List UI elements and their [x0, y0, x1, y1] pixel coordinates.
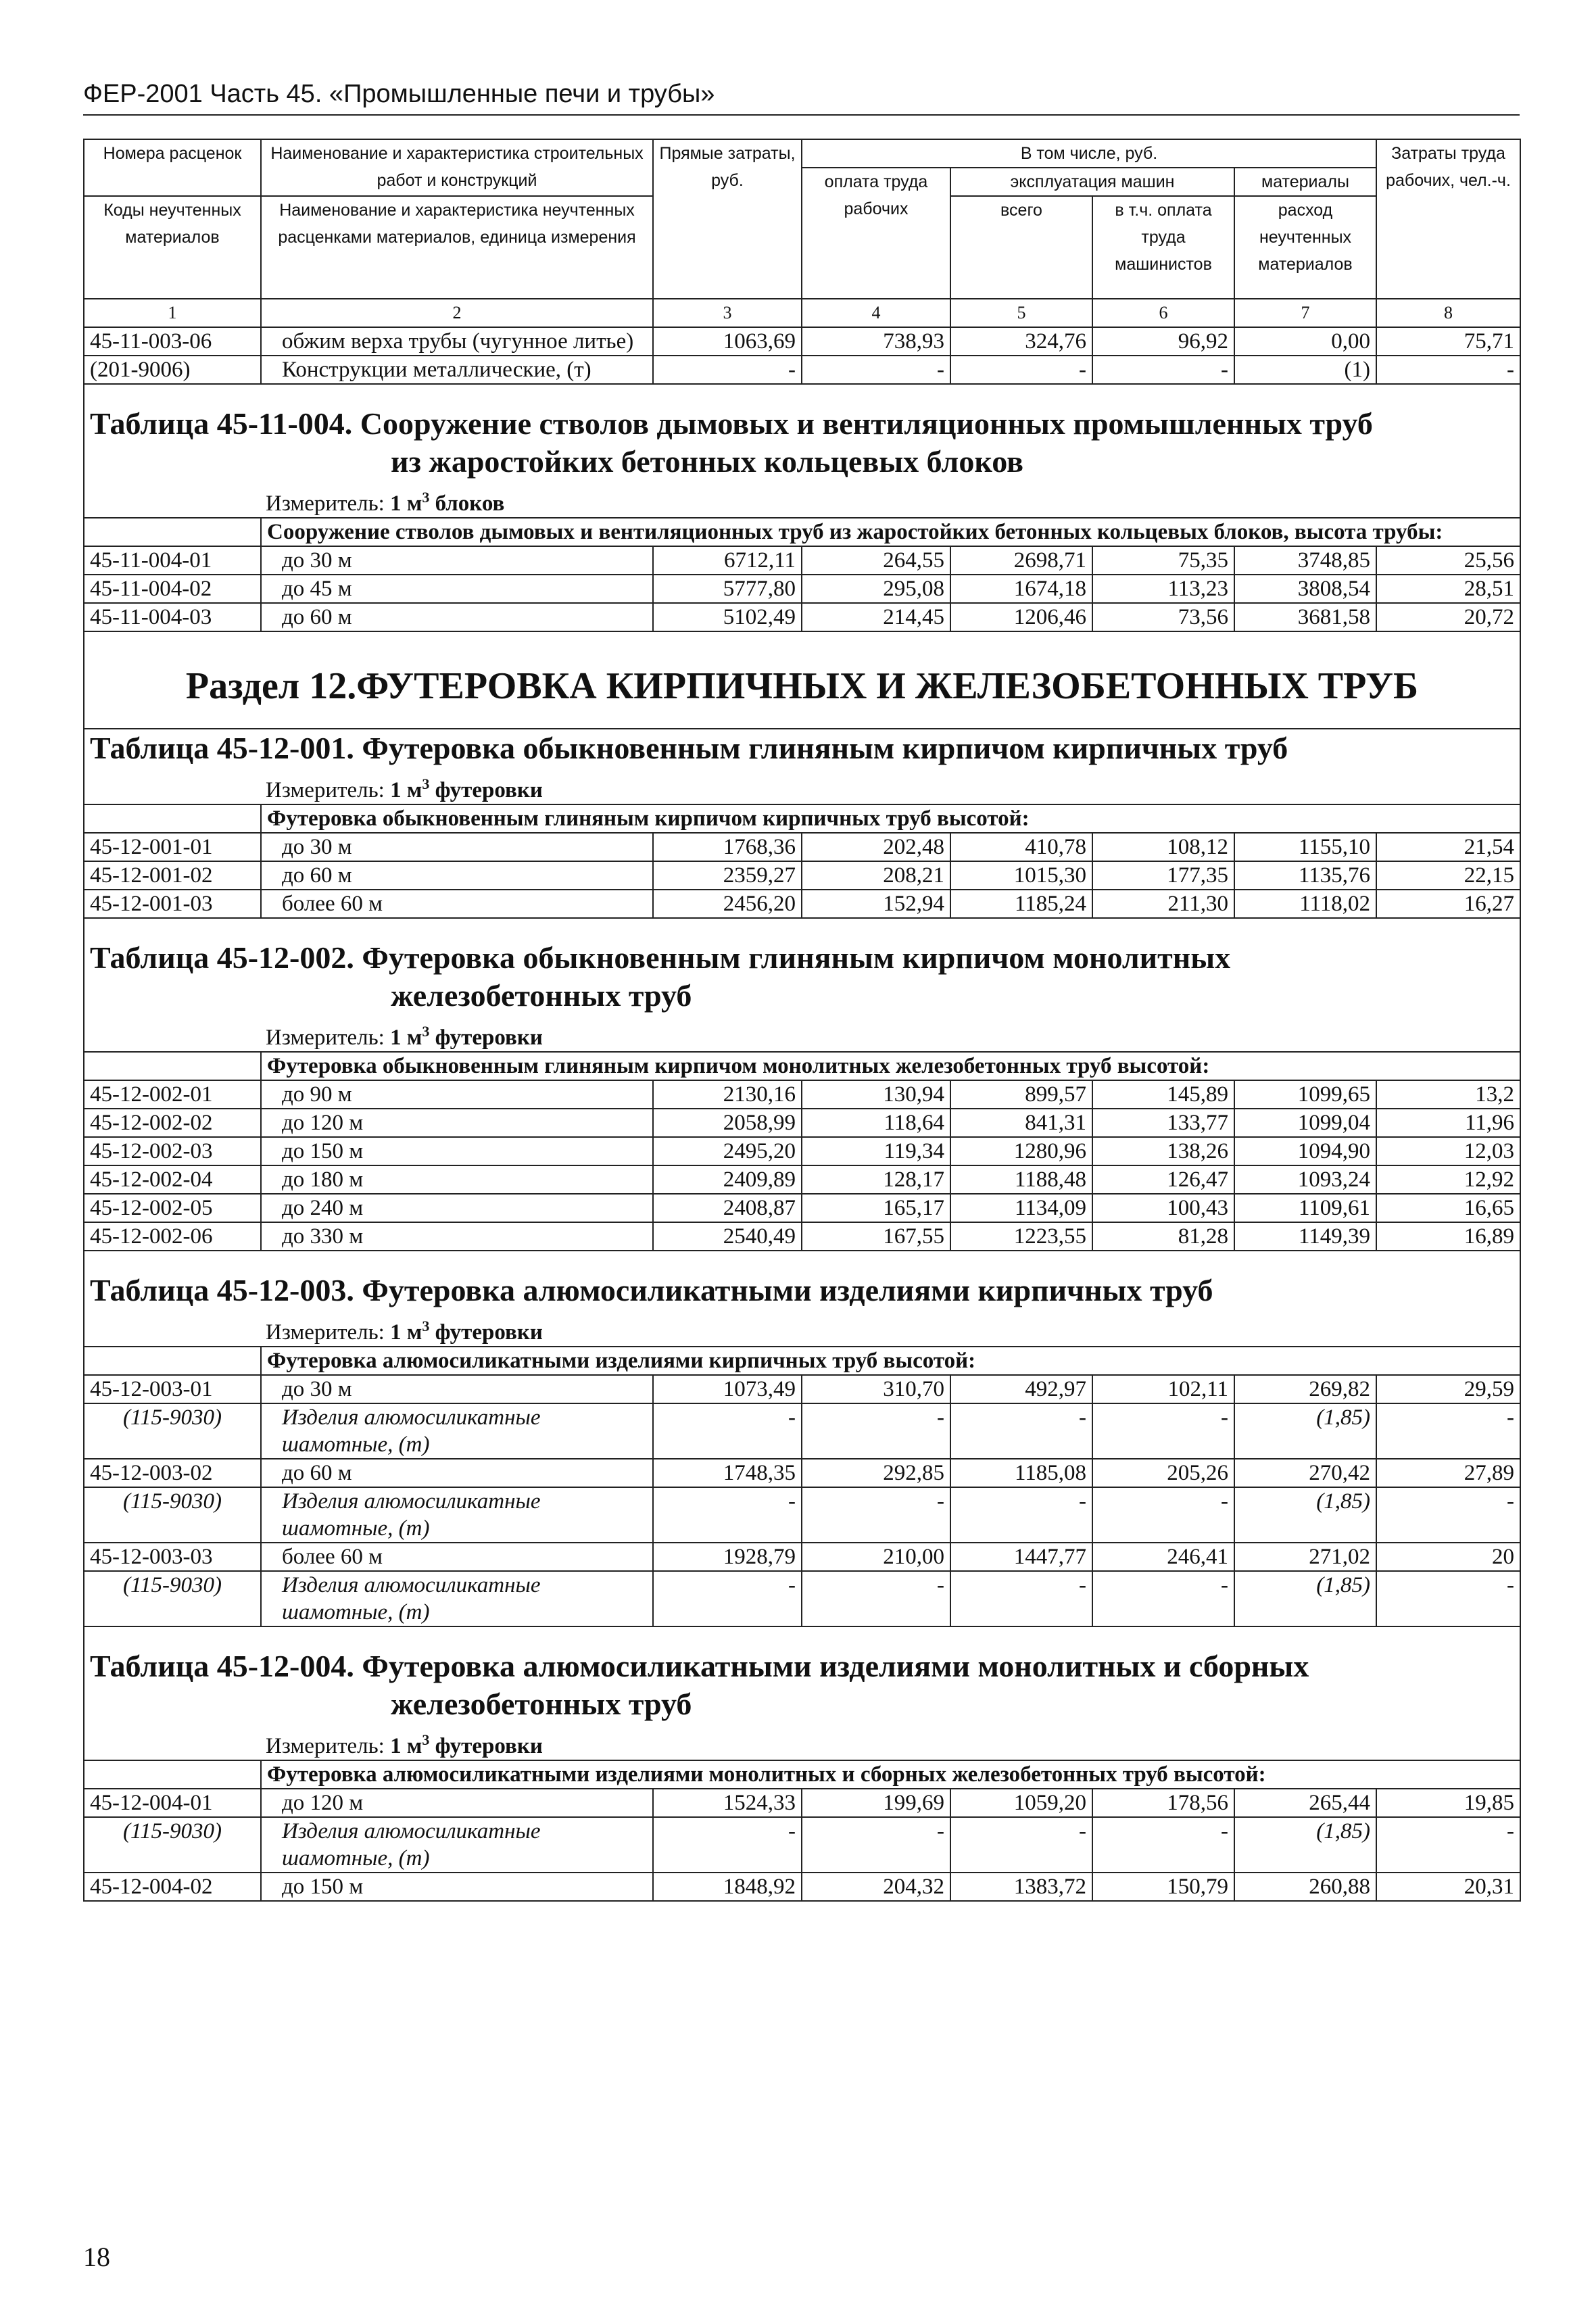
material-row — [84, 1403, 1520, 1459]
value-cell: 20,72 — [1376, 603, 1520, 631]
value-cell: 11,96 — [1376, 1109, 1520, 1137]
price-tables — [83, 139, 1520, 1902]
table-row — [84, 575, 1520, 603]
value-cell: (1,85) — [1234, 1487, 1376, 1543]
value-cell: 1109,61 — [1234, 1194, 1376, 1222]
column-numbers — [84, 299, 1520, 327]
table-row — [84, 1375, 1520, 1403]
work-name: обжим верха трубы (чугунное литье) — [261, 327, 653, 356]
rate-code: 45-12-002-05 — [84, 1194, 261, 1222]
value-cell: 202,48 — [802, 833, 950, 861]
value-cell: 1149,39 — [1234, 1222, 1376, 1251]
value-cell: 75,35 — [1092, 546, 1234, 575]
table-45-11-004 — [84, 384, 1520, 546]
table-row — [84, 356, 1520, 384]
table-45-12-004-rows — [84, 1789, 1520, 1901]
work-name: более 60 м — [261, 890, 653, 918]
col-number: 8 — [1376, 299, 1520, 327]
value-cell: 5777,80 — [653, 575, 802, 603]
table-row — [84, 603, 1520, 631]
value-cell: 1059,20 — [950, 1789, 1092, 1817]
value-cell: - — [950, 1487, 1092, 1543]
rates-table — [83, 139, 1521, 1902]
col-header-material-names: Наименование и характеристика неучтенных расценками материалов, единица измерения — [261, 196, 653, 299]
value-cell: 1185,24 — [950, 890, 1092, 918]
value-cell: 29,59 — [1376, 1375, 1520, 1403]
value-cell: 899,57 — [950, 1080, 1092, 1109]
work-name: Изделия алюмосиликатные шамотные, (т) — [261, 1817, 653, 1873]
rate-code: 45-12-002-04 — [84, 1165, 261, 1194]
value-cell: 214,45 — [802, 603, 950, 631]
value-cell: - — [1092, 356, 1234, 384]
value-cell: 138,26 — [1092, 1137, 1234, 1165]
col-header-worker-pay: оплата труда рабочих — [802, 168, 950, 299]
value-cell: 2495,20 — [653, 1137, 802, 1165]
value-cell: 100,43 — [1092, 1194, 1234, 1222]
table-title: Таблица 45-11-004. Сооружение стволов дымовых и вентиляционных промышленных труб из жаростойких бетонных кольцевых блоков — [90, 406, 1373, 479]
value-cell: 1099,04 — [1234, 1109, 1376, 1137]
value-cell: 1135,76 — [1234, 861, 1376, 890]
rate-code: 45-11-004-03 — [84, 603, 261, 631]
table-45-12-001-rows — [84, 833, 1520, 918]
work-name: Изделия алюмосиликатные шамотные, (т) — [261, 1487, 653, 1543]
value-cell: 177,35 — [1092, 861, 1234, 890]
value-cell: - — [653, 1817, 802, 1873]
value-cell: - — [1376, 1487, 1520, 1543]
value-cell: - — [802, 356, 950, 384]
value-cell: 1928,79 — [653, 1543, 802, 1571]
column-header — [84, 139, 1520, 299]
value-cell: 264,55 — [802, 546, 950, 575]
work-name: Изделия алюмосиликатные шамотные, (т) — [261, 1571, 653, 1626]
rate-code: 45-12-001-02 — [84, 861, 261, 890]
work-name: до 330 м — [261, 1222, 653, 1251]
col-number: 3 — [653, 299, 802, 327]
value-cell: 2456,20 — [653, 890, 802, 918]
value-cell: - — [653, 356, 802, 384]
value-cell: 265,44 — [1234, 1789, 1376, 1817]
value-cell: 1188,48 — [950, 1165, 1092, 1194]
work-name: до 60 м — [261, 603, 653, 631]
table-row — [84, 1194, 1520, 1222]
value-cell: 246,41 — [1092, 1543, 1234, 1571]
value-cell: 167,55 — [802, 1222, 950, 1251]
value-cell: 150,79 — [1092, 1873, 1234, 1901]
value-cell: 199,69 — [802, 1789, 950, 1817]
table-45-12-003 — [84, 1251, 1520, 1375]
value-cell: (1,85) — [1234, 1817, 1376, 1873]
col-number: 2 — [261, 299, 653, 327]
value-cell: 1768,36 — [653, 833, 802, 861]
work-name: до 150 м — [261, 1137, 653, 1165]
value-cell: 12,92 — [1376, 1165, 1520, 1194]
table-45-12-001 — [84, 729, 1520, 833]
work-name: до 150 м — [261, 1873, 653, 1901]
value-cell: 20,31 — [1376, 1873, 1520, 1901]
table-row — [84, 1222, 1520, 1251]
group-subheading: Футеровка алюмосиликатными изделиями кирпичных труб высотой: — [261, 1347, 1520, 1375]
rate-code: 45-12-002-06 — [84, 1222, 261, 1251]
value-cell: - — [1376, 356, 1520, 384]
value-cell: 270,42 — [1234, 1459, 1376, 1487]
value-cell: 1848,92 — [653, 1873, 802, 1901]
value-cell: - — [950, 1403, 1092, 1459]
value-cell: 1099,65 — [1234, 1080, 1376, 1109]
value-cell: 1185,08 — [950, 1459, 1092, 1487]
value-cell: 22,15 — [1376, 861, 1520, 890]
value-cell: 1524,33 — [653, 1789, 802, 1817]
value-cell: 204,32 — [802, 1873, 950, 1901]
work-name: до 60 м — [261, 861, 653, 890]
work-name: до 30 м — [261, 833, 653, 861]
table-45-11-004-rows — [84, 546, 1520, 631]
rate-code: 45-12-001-01 — [84, 833, 261, 861]
rate-code: 45-12-003-02 — [84, 1459, 261, 1487]
value-cell: - — [802, 1571, 950, 1626]
table-title: Таблица 45-12-002. Футеровка обыкновенным глиняным кирпичом монолитных железобетонных труб — [90, 940, 1231, 1013]
value-cell: 260,88 — [1234, 1873, 1376, 1901]
work-name: Конструкции металлические, (т) — [261, 356, 653, 384]
group-subheading: Футеровка алюмосиликатными изделиями монолитных и сборных железобетонных труб высотой: — [261, 1760, 1520, 1789]
value-cell: 12,03 — [1376, 1137, 1520, 1165]
col-header-rate-numbers: Номера расценок — [84, 139, 261, 196]
work-name: Изделия алюмосиликатные шамотные, (т) — [261, 1403, 653, 1459]
value-cell: 492,97 — [950, 1375, 1092, 1403]
value-cell: - — [1092, 1487, 1234, 1543]
value-cell: 1447,77 — [950, 1543, 1092, 1571]
col-header-labor-hours: Затраты труда рабочих, чел.-ч. — [1376, 139, 1520, 299]
work-name: до 60 м — [261, 1459, 653, 1487]
value-cell: 3808,54 — [1234, 575, 1376, 603]
measure-unit: Измеритель: 1 $м^3$ блоков — [266, 489, 505, 516]
value-cell: 75,71 — [1376, 327, 1520, 356]
rate-code: (115-9030) — [84, 1571, 261, 1626]
table-title: Таблица 45-12-001. Футеровка обыкновенным глиняным кирпичом кирпичных труб — [90, 731, 1288, 765]
page-header: ФЕР-2001 Часть 45. «Промышленные печи и трубы» — [83, 80, 1520, 116]
value-cell: 1383,72 — [950, 1873, 1092, 1901]
group-subheading: Футеровка обыкновенным глиняным кирпичом кирпичных труб высотой: — [261, 804, 1520, 833]
value-cell: 211,30 — [1092, 890, 1234, 918]
value-cell: - — [950, 356, 1092, 384]
value-cell: 19,85 — [1376, 1789, 1520, 1817]
value-cell: - — [950, 1817, 1092, 1873]
table-title: Таблица 45-12-003. Футеровка алюмосиликатными изделиями кирпичных труб — [90, 1273, 1213, 1307]
measure-unit: Измеритель: 1 $м^3$ футеровки — [266, 1731, 543, 1758]
group-subheading: Сооружение стволов дымовых и вентиляционных труб из жаростойких бетонных кольцевых блоков, высота трубы: — [261, 518, 1520, 546]
col-number: 7 — [1234, 299, 1376, 327]
table-row — [84, 1137, 1520, 1165]
group-subheading: Футеровка обыкновенным глиняным кирпичом монолитных железобетонных труб высотой: — [261, 1052, 1520, 1080]
measure-unit: Измеритель: 1 $м^3$ футеровки — [266, 1318, 543, 1345]
col-header-direct-costs: Прямые затраты, руб. — [653, 139, 802, 299]
value-cell: 1674,18 — [950, 575, 1092, 603]
value-cell: 1134,09 — [950, 1194, 1092, 1222]
value-cell: - — [802, 1403, 950, 1459]
value-cell: 2359,27 — [653, 861, 802, 890]
rate-code: (201-9006) — [84, 356, 261, 384]
rate-code: 45-12-001-03 — [84, 890, 261, 918]
value-cell: 2130,16 — [653, 1080, 802, 1109]
rate-code: (115-9030) — [84, 1403, 261, 1459]
value-cell: 1206,46 — [950, 603, 1092, 631]
value-cell: 1223,55 — [950, 1222, 1092, 1251]
table-45-12-002-rows — [84, 1080, 1520, 1251]
value-cell: - — [1376, 1403, 1520, 1459]
value-cell: 841,31 — [950, 1109, 1092, 1137]
value-cell: 2408,87 — [653, 1194, 802, 1222]
value-cell: 0,00 — [1234, 327, 1376, 356]
rate-code: 45-11-004-02 — [84, 575, 261, 603]
table-row — [84, 1873, 1520, 1901]
value-cell: 20 — [1376, 1543, 1520, 1571]
value-cell: 1280,96 — [950, 1137, 1092, 1165]
value-cell: 102,11 — [1092, 1375, 1234, 1403]
rate-code: 45-12-002-02 — [84, 1109, 261, 1137]
work-name: до 180 м — [261, 1165, 653, 1194]
value-cell: 16,65 — [1376, 1194, 1520, 1222]
work-name: до 45 м — [261, 575, 653, 603]
value-cell: 108,12 — [1092, 833, 1234, 861]
value-cell: - — [1092, 1817, 1234, 1873]
table-row — [84, 1459, 1520, 1487]
value-cell: 13,2 — [1376, 1080, 1520, 1109]
value-cell: 5102,49 — [653, 603, 802, 631]
value-cell: 1748,35 — [653, 1459, 802, 1487]
value-cell: 1093,24 — [1234, 1165, 1376, 1194]
value-cell: 118,64 — [802, 1109, 950, 1137]
value-cell: 1094,90 — [1234, 1137, 1376, 1165]
value-cell: (1) — [1234, 356, 1376, 384]
value-cell: 2698,71 — [950, 546, 1092, 575]
col-header-operator-pay: в т.ч. оплата труда машинистов — [1092, 196, 1234, 299]
measure-unit: Измеритель: 1 $м^3$ футеровки — [266, 775, 543, 802]
col-header-material-consumption: расход неучтенных материалов — [1234, 196, 1376, 299]
table-45-12-004 — [84, 1626, 1520, 1789]
value-cell: - — [1092, 1403, 1234, 1459]
value-cell: 81,28 — [1092, 1222, 1234, 1251]
value-cell: 128,17 — [802, 1165, 950, 1194]
value-cell: - — [1092, 1571, 1234, 1626]
material-row — [84, 1571, 1520, 1626]
rate-code: (115-9030) — [84, 1487, 261, 1543]
table-row — [84, 1109, 1520, 1137]
value-cell: 16,27 — [1376, 890, 1520, 918]
col-header-materials: материалы — [1234, 168, 1376, 196]
value-cell: 2409,89 — [653, 1165, 802, 1194]
value-cell: (1,85) — [1234, 1403, 1376, 1459]
table-row — [84, 833, 1520, 861]
value-cell: - — [653, 1487, 802, 1543]
table-45-12-002 — [84, 918, 1520, 1080]
rate-code: 45-12-002-01 — [84, 1080, 261, 1109]
page-number: 18 — [83, 2242, 110, 2272]
value-cell: 16,89 — [1376, 1222, 1520, 1251]
value-cell: - — [802, 1817, 950, 1873]
value-cell: 113,23 — [1092, 575, 1234, 603]
value-cell: 738,93 — [802, 327, 950, 356]
col-number: 6 — [1092, 299, 1234, 327]
value-cell: 1073,49 — [653, 1375, 802, 1403]
col-number: 5 — [950, 299, 1092, 327]
value-cell: - — [653, 1403, 802, 1459]
work-name: более 60 м — [261, 1543, 653, 1571]
value-cell: 96,92 — [1092, 327, 1234, 356]
rate-code: 45-12-004-01 — [84, 1789, 261, 1817]
material-row — [84, 1817, 1520, 1873]
col-header-including: В том числе, руб. — [802, 139, 1376, 168]
col-number: 1 — [84, 299, 261, 327]
value-cell: 165,17 — [802, 1194, 950, 1222]
value-cell: 324,76 — [950, 327, 1092, 356]
value-cell: 271,02 — [1234, 1543, 1376, 1571]
work-name: до 90 м — [261, 1080, 653, 1109]
work-name: до 30 м — [261, 1375, 653, 1403]
section-12 — [84, 631, 1520, 729]
value-cell: 410,78 — [950, 833, 1092, 861]
col-number: 4 — [802, 299, 950, 327]
value-cell: - — [1376, 1817, 1520, 1873]
work-name: до 120 м — [261, 1109, 653, 1137]
value-cell: 21,54 — [1376, 833, 1520, 861]
rate-code: 45-11-004-01 — [84, 546, 261, 575]
col-header-material-codes: Коды неучтенных материалов — [84, 196, 261, 299]
table-45-11-003-rows — [84, 327, 1520, 384]
value-cell: (1,85) — [1234, 1571, 1376, 1626]
table-row — [84, 861, 1520, 890]
work-name: до 30 м — [261, 546, 653, 575]
rate-code: 45-11-003-06 — [84, 327, 261, 356]
rate-code: 45-12-003-01 — [84, 1375, 261, 1403]
value-cell: 269,82 — [1234, 1375, 1376, 1403]
value-cell: 1015,30 — [950, 861, 1092, 890]
value-cell: 3681,58 — [1234, 603, 1376, 631]
rate-code: 45-12-002-03 — [84, 1137, 261, 1165]
table-row — [84, 546, 1520, 575]
value-cell: 73,56 — [1092, 603, 1234, 631]
table-row — [84, 1165, 1520, 1194]
value-cell: 1155,10 — [1234, 833, 1376, 861]
value-cell: 1063,69 — [653, 327, 802, 356]
rate-code: 45-12-003-03 — [84, 1543, 261, 1571]
value-cell: 152,94 — [802, 890, 950, 918]
work-name: до 240 м — [261, 1194, 653, 1222]
col-header-machine-total: всего — [950, 196, 1092, 299]
table-title: Таблица 45-12-004. Футеровка алюмосиликатными изделиями монолитных и сборных железобетонных труб — [90, 1649, 1309, 1721]
measure-unit: Измеритель: 1 $м^3$ футеровки — [266, 1023, 543, 1050]
value-cell: - — [653, 1571, 802, 1626]
value-cell: 2058,99 — [653, 1109, 802, 1137]
material-row — [84, 1487, 1520, 1543]
table-row — [84, 1543, 1520, 1571]
work-name: до 120 м — [261, 1789, 653, 1817]
value-cell: 178,56 — [1092, 1789, 1234, 1817]
rate-code: 45-12-004-02 — [84, 1873, 261, 1901]
section-title: Раздел 12.ФУТЕРОВКА КИРПИЧНЫХ И ЖЕЛЕЗОБЕТОННЫХ ТРУБ — [185, 665, 1419, 707]
table-row — [84, 890, 1520, 918]
value-cell: 6712,11 — [653, 546, 802, 575]
value-cell: 292,85 — [802, 1459, 950, 1487]
value-cell: 1118,02 — [1234, 890, 1376, 918]
col-header-work-name: Наименование и характеристика строительных работ и конструкций — [261, 139, 653, 196]
value-cell: 130,94 — [802, 1080, 950, 1109]
value-cell: 295,08 — [802, 575, 950, 603]
value-cell: 208,21 — [802, 861, 950, 890]
value-cell: - — [950, 1571, 1092, 1626]
rate-code: (115-9030) — [84, 1817, 261, 1873]
value-cell: 210,00 — [802, 1543, 950, 1571]
value-cell: - — [1376, 1571, 1520, 1626]
table-row — [84, 327, 1520, 356]
value-cell: - — [802, 1487, 950, 1543]
value-cell: 126,47 — [1092, 1165, 1234, 1194]
value-cell: 27,89 — [1376, 1459, 1520, 1487]
value-cell: 119,34 — [802, 1137, 950, 1165]
value-cell: 3748,85 — [1234, 546, 1376, 575]
table-45-12-003-rows — [84, 1375, 1520, 1626]
col-header-machine-use: эксплуатация машин — [950, 168, 1234, 196]
value-cell: 205,26 — [1092, 1459, 1234, 1487]
table-row — [84, 1789, 1520, 1817]
value-cell: 310,70 — [802, 1375, 950, 1403]
value-cell: 133,77 — [1092, 1109, 1234, 1137]
value-cell: 145,89 — [1092, 1080, 1234, 1109]
value-cell: 2540,49 — [653, 1222, 802, 1251]
value-cell: 25,56 — [1376, 546, 1520, 575]
table-row — [84, 1080, 1520, 1109]
value-cell: 28,51 — [1376, 575, 1520, 603]
